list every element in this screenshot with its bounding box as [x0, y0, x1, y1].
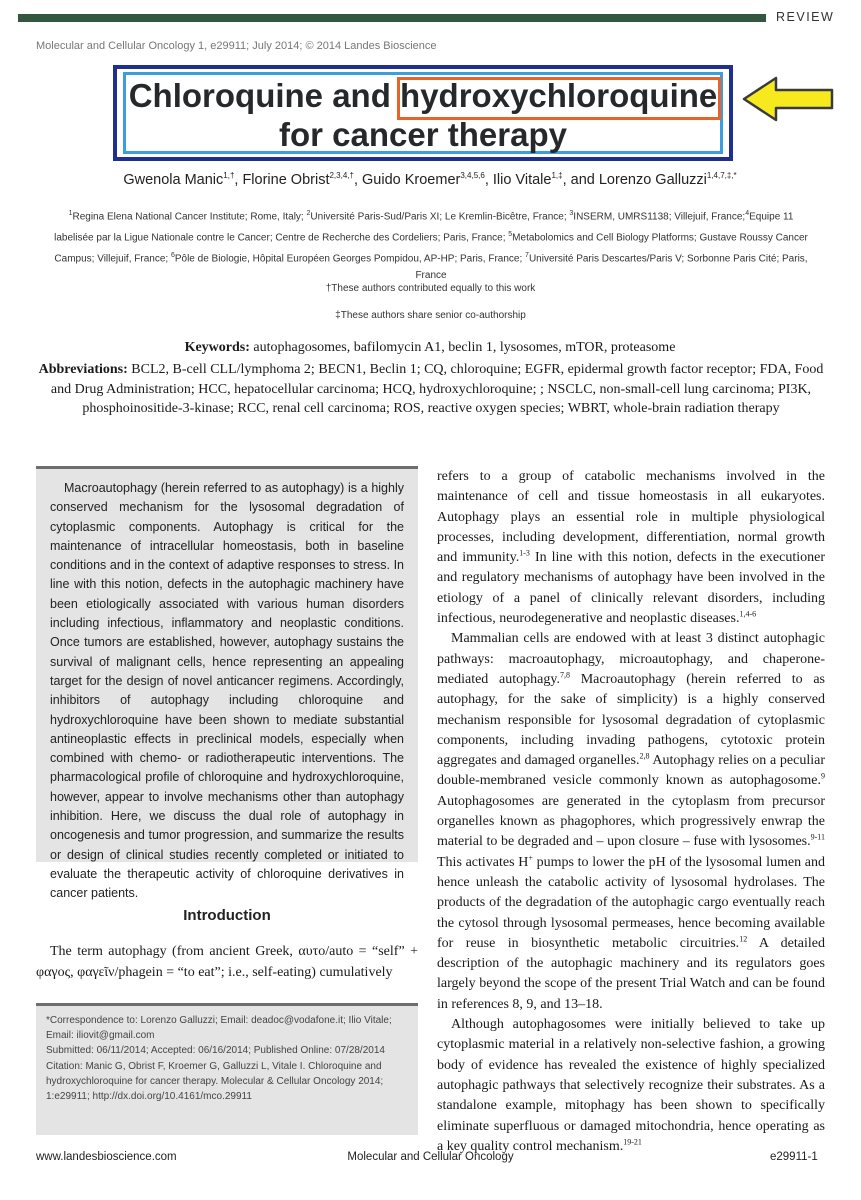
article-title	[120, 76, 726, 154]
author-separator: ,	[353, 171, 363, 188]
footer-page-number: e29911-1	[770, 1151, 818, 1163]
affiliation-text: Pôle de Biologie, Hôpital Européen Georges Pompidou, AP-HP; Paris, France;	[174, 252, 526, 264]
citation-marker: 1,4-6	[739, 609, 757, 619]
affiliation-marker: 6	[170, 251, 175, 259]
keywords-text: autophagosomes, bafilomycin A1, beclin 1, lysosomes, mTOR, proteasome	[249, 340, 676, 355]
senior-authorship-note: ‡These authors share senior co-authorship	[335, 310, 526, 321]
submission-dates: Submitted: 06/11/2014; Accepted: 06/16/2014; Published Online: 07/28/2014	[46, 1045, 385, 1057]
header-bar	[18, 14, 766, 22]
author-name: Ilio Vitale	[492, 171, 552, 188]
author-separator: ,	[484, 171, 493, 188]
affiliation-text: Metabolomics and Cell Biology Platforms; Gustave Roussy Cancer Campus; Villejuif, France;	[54, 232, 808, 264]
abbreviations	[34, 360, 828, 419]
body-text: Autophagy relies on a peculiar double-membraned vesicle commonly known as autophagosome.	[437, 753, 825, 789]
author-affiliation-marker: 3,4,5,6	[460, 171, 485, 180]
body-paragraph	[437, 629, 825, 1015]
footer-journal-name: Molecular and Cellular Oncology	[347, 1151, 514, 1163]
body-text: refers to a group of catabolic mechanisms involved in the maintenance of cell and tissue homeostasis in all eukaryotes. Autophagy plays an essential role in multiple physiological processes, including development, differentiation, normal growth and immunity.	[437, 469, 825, 566]
body-text: Although autophagosomes were initially believed to take up cytoplasmic material in a relatively non-selective fashion, a growing body of evidence has revealed the existence of highly specialized autophagic pathways that selectively recognize their substrates. As a standalone example, mitophagy has been shown to specifically eliminate superfluous or damaged mitochondria, hence operating as a key quality control mechanism.	[437, 1017, 825, 1154]
title-highlighted-word: hydroxychloroquine	[400, 77, 718, 114]
body-text: Macroautophagy (herein referred to as autophagy, for the sake of simplicity) is a highly conserved mechanism responsible for lysosomal degradation of cytoplasmic components, including invading pathogens, cytotoxic protein aggregates and damaged organelles.	[437, 671, 826, 769]
citation-marker: 7,8	[559, 670, 570, 680]
arrow-left-icon	[740, 74, 836, 124]
author-name: Guido Kroemer	[362, 171, 461, 188]
author-affiliation-marker: 2,3,4,†	[329, 171, 354, 180]
correspondence-emails: *Correspondence to: Lorenzo Galluzzi; Email: deadoc@vodafone.it; Ilio Vitale; Email: iliovit@gmail.com	[46, 1015, 392, 1042]
abbreviations-label: Abbreviations:	[38, 362, 128, 377]
section-label: REVIEW	[776, 10, 835, 24]
citation-marker: 2,8	[639, 751, 650, 761]
footer-url-link[interactable]: www.landesbioscience.com	[36, 1151, 177, 1163]
equal-contribution-note: †These authors contributed equally to this work	[325, 283, 536, 294]
author-affiliation-marker: 1,†	[223, 171, 235, 180]
citation-marker: 1-3	[519, 548, 530, 558]
keywords-label: Keywords:	[184, 340, 250, 355]
body-text: A detailed description of the autophagic machinery and its regulators goes largely beyond the scope of the present Trial Watch and can be found in references 8, 9, and 13–18.	[437, 935, 825, 1012]
affiliation-text: Université Paris-Sud/Paris XI; Le Kremlin-Bicêtre, France;	[310, 211, 570, 223]
author-name: Lorenzo Galluzzi	[598, 171, 707, 188]
introduction-paragraph: The term autophagy (from ancient Greek, αυτο/auto = “self” + φαγος, φαγεῖν/phagein = “to eat”; i.e., self-eating) cumulatively	[36, 944, 418, 980]
body-text: Autophagosomes are generated in the cytoplasm from precursor organelles known as phagophores, which progressively enwrap the material to be degraded and – upon closure – fuse with lysosomes.	[437, 793, 825, 850]
journal-citation: Molecular and Cellular Oncology 1, e29911; July 2014; © 2014 Landes Bioscience	[36, 40, 437, 52]
author-name: Florine Obrist	[242, 171, 330, 188]
citation-marker: 19-21	[623, 1137, 642, 1147]
abstract-text	[50, 479, 404, 904]
affiliation-text: INSERM, UMRS1138; Villejuif, France;	[573, 211, 746, 223]
author-list	[40, 171, 820, 188]
affiliations	[50, 205, 812, 285]
body-paragraph	[437, 1015, 825, 1157]
affiliation-marker: 1	[68, 210, 73, 217]
abbreviations-text: BCL2, B-cell CLL/lymphoma 2; BECN1, Beclin 1; CQ, chloroquine; EGFR, epidermal growth factor receptor; FDA, Food and Drug Administration; HCC, hepatocellular carcinoma; HCQ, hydroxychloroquine; ; NSCLC, non-small-cell lung carcinoma; PI3K, phosphoinositide-3-kinase; RCC, renal cell carcinoma; ROS, reactive oxygen species; WBRT, whole-brain radiation therapy	[50, 362, 824, 416]
citation-marker: 9	[821, 771, 825, 781]
affiliation-text: Regina Elena National Cancer Institute; Rome, Italy;	[72, 211, 307, 223]
body-text: This activates H	[437, 854, 529, 870]
affiliation-text: Equipe 11 labelisée par la Ligue Nationale contre le Cancer; Centre de Recherche des Cordeliers; Paris, France;	[54, 211, 794, 244]
right-column	[437, 467, 825, 1157]
citation-marker: 9-11	[810, 832, 825, 842]
author-affiliation-marker: 1,4,7,‡,*	[706, 171, 737, 180]
body-text: pumps to lower the pH of the lysosomal lumen and hence unleash the catabolic activity of lysosomal hydrolases. The products of the degradation of the autophagic cargo eventually reach the cytosol through lysosomal permeases, hence becoming available for reuse in biosynthetic metabolic circuitries.	[437, 854, 825, 951]
citation-marker: 12	[739, 934, 748, 944]
author-separator: , and	[562, 171, 599, 188]
affiliation-marker: 2	[306, 210, 311, 217]
author-separator: ,	[234, 171, 243, 188]
citation-info: Citation: Manic G, Obrist F, Kroemer G, Galluzzi L, Vitale I. Chloroquine and hydroxychloroquine for cancer therapy. Molecular & Cellular Oncology 2014; 1:e29911; http://dx.doi.org/10.4161/mco.29911	[46, 1060, 384, 1103]
title-prefix: Chloroquine and	[128, 77, 401, 114]
author-name: Gwenola Manic	[123, 171, 224, 188]
section-heading-introduction: Introduction	[183, 907, 271, 924]
body-text: In line with this notion, defects in the executioner and regulatory mechanisms of autophagy have been involved in the etiology of a panel of clinically relevant disorders, including infectious, neurodegenerative and neoplastic diseases.	[437, 550, 825, 627]
keywords	[40, 340, 820, 356]
correspondence-text	[46, 1013, 410, 1104]
author-affiliation-marker: 1,‡	[551, 171, 563, 180]
citation-marker: +	[528, 852, 533, 862]
abstract-body: Macroautophagy (herein referred to as autophagy) is a highly conserved mechanism for the lysosomal degradation of cytoplasmic components. Autophagy is critical for the maintenance of intracellular homeostasis, both in baseline conditions and in the context of adaptive responses to stress. In line with this notion, defects in the autophagic machinery have been etiologically associated with various human disorders including infectious, inflammatory and neoplastic conditions. Once tumors are established, however, autophagy sustains the survival of malignant cells, hence representing an appealing target for the design of novel anticancer regimens. Accordingly, inhibitors of autophagy including chloroquine and hydroxychloroquine have been shown to mediate substantial antineoplastic effects in preclinical models, especially when combined with chemo- or radiotherapeutic interventions. The pharmacological profile of chloroquine and hydroxychloroquine, however, appear to involve mechanisms other than autophagy inhibition. Here, we discuss the dual role of autophagy in oncogenesis and tumor progression, and summarize the results or design of clinical studies recently completed or initiated to evaluate the therapeutic activity of chloroquine derivatives in cancer patients.	[50, 481, 404, 901]
affiliation-marker: 3	[569, 210, 574, 217]
affiliation-marker: 4	[745, 210, 750, 217]
title-line-2: for cancer therapy	[279, 116, 567, 153]
affiliation-marker: 7	[525, 251, 529, 259]
affiliation-text: Université Paris Descartes/Paris V; Sorbonne Paris Cité; Paris, France	[415, 252, 808, 282]
body-paragraph	[437, 467, 825, 629]
body-text: Mammalian cells are endowed with at least 3 distinct autophagic pathways: macroautophagy, microautophagy, and chaperone-mediated autophagy.	[437, 631, 825, 687]
affiliation-marker: 5	[508, 230, 513, 238]
